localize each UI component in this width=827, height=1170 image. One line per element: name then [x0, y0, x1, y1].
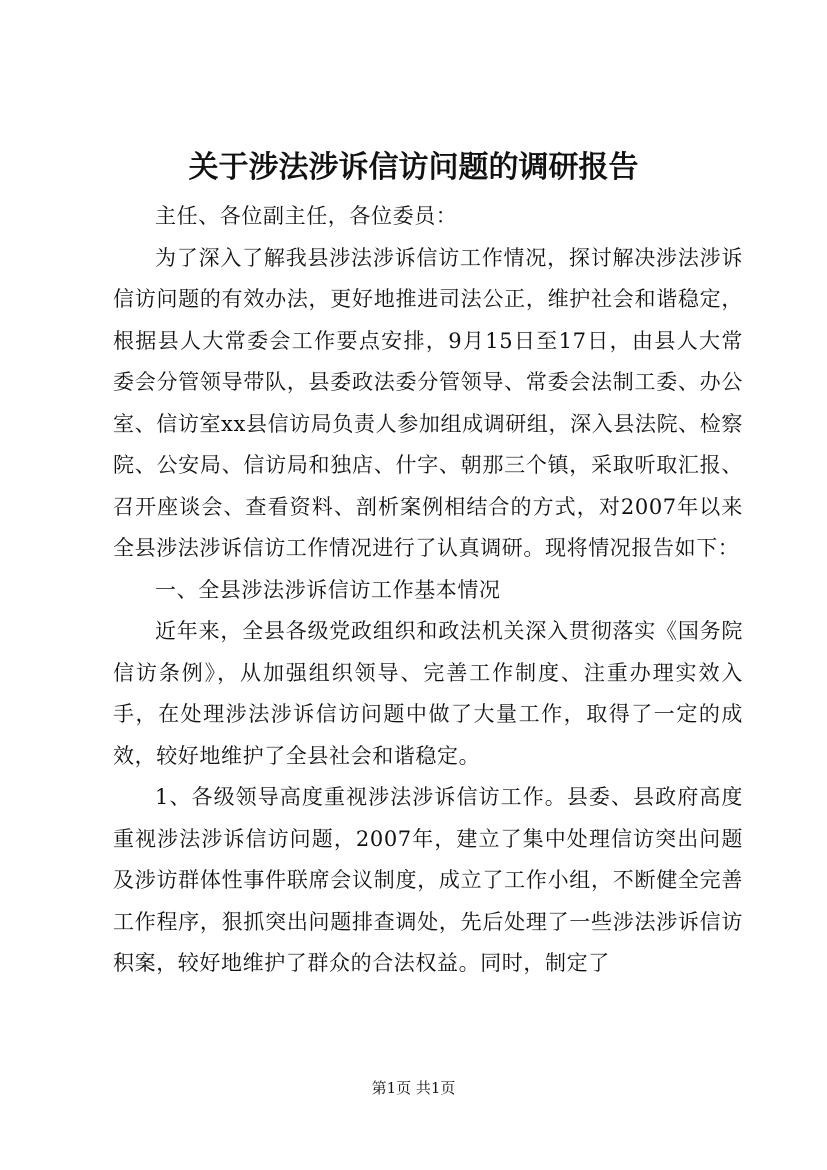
page-number-footer: 第1页 共1页: [371, 1079, 456, 1097]
overview-paragraph: 近年来，全县各级党政组织和政法机关深入贯彻落实《国务院信访条例》，从加强组织领导、完善工作制度、注重办理实效入手，在处理涉法涉诉信访问题中做了大量工作，取得了一定的成效，较好地维护了全县社会和谐稳定。: [113, 619, 743, 768]
document-body: [113, 196, 743, 985]
salutation-paragraph: 主任、各位副主任，各位委员：: [155, 204, 458, 228]
document-title: 关于涉法涉诉信访问题的调研报告: [188, 150, 639, 185]
section-heading: 一、全县涉法涉诉信访工作基本情况: [155, 577, 501, 602]
intro-paragraph: 为了深入了解我县涉法涉诉信访工作情况，探讨解决涉法涉诉信访问题的有效办法，更好地推进司法公正，维护社会和谐稳定，根据县人大常委会工作要点安排，9月15日至17日，由县人大常委会分管领导带队，县委政法委分管领导、常委会法制工委、办公室、信访室xx县信访局负责人参加组成调研组，深入县法院、检察院、公安局、信访局和独店、什字、朝那三个镇，采取听取汇报、召开座谈会、查看资料、剖析案例相结合的方式，对2007年以来全县涉法涉诉信访工作情况进行了认真调研。现将情况报告如下：: [113, 245, 743, 560]
point-one-paragraph: 1、各级领导高度重视涉法涉诉信访工作。县委、县政府高度重视涉法涉诉信访问题，2007年，建立了集中处理信访突出问题及涉访群体性事件联席会议制度，成立了工作小组，不断健全完善工作程序，狠抓突出问题排查调处，先后处理了一些涉法涉诉信访积案，较好地维护了群众的合法权益。同时，制定了: [113, 785, 743, 975]
